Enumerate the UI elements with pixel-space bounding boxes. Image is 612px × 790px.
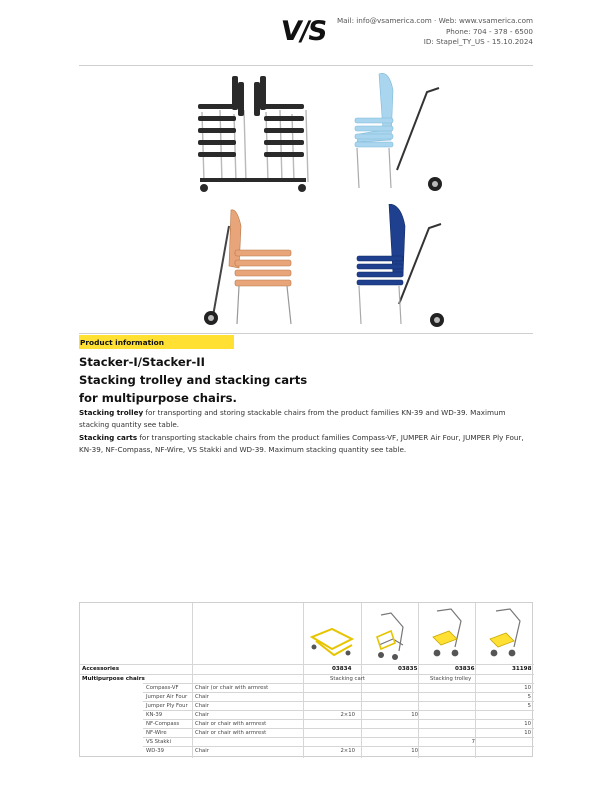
term-stacking-carts: Stacking carts — [79, 432, 138, 442]
trolley-31198-icon — [484, 607, 524, 659]
row-chair-name: KN-39 — [146, 712, 163, 718]
row-stack-quantity-c2: 10 — [411, 712, 418, 718]
type-label-cart: Stacking cart — [330, 676, 365, 682]
product-title — [79, 353, 307, 407]
description-carts — [79, 432, 534, 457]
contact-mail-web: Mail: info@vsamerica.com · Web: www.vsamerica.com — [336, 16, 533, 25]
accessories-label: Accessories — [82, 666, 120, 672]
code-03836: 03836 — [455, 666, 475, 672]
row-chair-description: Chair — [195, 748, 209, 754]
photo-cart-darkblue-chairs — [349, 204, 454, 330]
cart-03834-icon — [308, 625, 356, 659]
title-line-2: Stacking trolley and stacking carts — [79, 373, 308, 387]
document-id: ID: Stapel_TY_US - 15.10.2024 — [423, 37, 533, 46]
cart-03835-icon — [373, 611, 409, 661]
row-chair-name: Compass-VF — [146, 685, 179, 691]
text-stacking-carts: for transporting stackable chairs from the product families Compass-VF, JUMPER Air Four, JUMPER Ply Four, KN-39, NF-Compass, NF-Wire, VS Stakki and WD-39. Maximum stacking quantity see table. — [79, 432, 524, 455]
section-label: Product information — [80, 338, 165, 347]
text-stacking-trolley: for transporting and storing stackable chairs from the product families KN-39 and WD-39. Maximum stacking quantity see table. — [79, 408, 506, 430]
row-chair-name: Jumper Air Four — [146, 694, 188, 700]
type-label-trolley: Stacking trolley — [430, 676, 472, 682]
term-stacking-trolley: Stacking trolley — [79, 408, 144, 417]
contact-phone: Phone: 704 - 378 - 6500 — [445, 26, 533, 36]
product-photos — [79, 70, 533, 332]
row-chair-name: WD-39 — [146, 748, 164, 754]
row-stack-quantity-c3: 7 — [471, 739, 475, 745]
product-description — [79, 407, 534, 457]
photo-cart-wooden-chairs — [199, 206, 314, 332]
row-stack-quantity-c4: 10 — [524, 685, 531, 691]
row-stack-quantity-c1: 2×10 — [340, 712, 355, 718]
description-trolley — [79, 407, 534, 432]
row-chair-name: NF-Compass — [146, 721, 180, 727]
group-label: Multipurpose chairs — [82, 676, 145, 682]
row-chair-description: Chair — [195, 694, 209, 700]
row-chair-name: Jumper Ply Four — [146, 703, 188, 709]
contact-block — [337, 16, 533, 48]
row-stack-quantity-c2: 10 — [411, 748, 418, 754]
section-divider — [79, 333, 533, 334]
row-chair-name: NF-Wire — [146, 730, 167, 736]
photo-stacking-trolley — [194, 70, 319, 196]
row-chair-description: Chair or chair with armrest — [195, 721, 267, 727]
row-chair-name: VS Stakki — [146, 739, 171, 745]
title-line-3: for multipurpose chairs. — [79, 391, 237, 405]
row-stack-quantity-c1: 2×10 — [340, 748, 355, 754]
row-stack-quantity-c4: 5 — [527, 703, 531, 709]
row-chair-description: Chair — [195, 703, 209, 709]
header-divider — [79, 65, 533, 66]
vs-logo: V/S — [278, 16, 328, 47]
title-line-1: Stacker-I/Stacker-II — [79, 355, 205, 369]
trolley-03836-icon — [427, 607, 467, 659]
row-stack-quantity-c4: 10 — [524, 721, 531, 727]
row-chair-description: Chair (or chair with armrest — [195, 685, 269, 691]
row-stack-quantity-c4: 5 — [527, 694, 531, 700]
photo-cart-blue-chairs — [349, 70, 454, 196]
code-03834: 03834 — [332, 666, 352, 672]
section-label-band — [79, 335, 234, 349]
row-chair-description: Chair — [195, 712, 209, 718]
code-31198: 31198 — [512, 666, 532, 672]
compatibility-table — [79, 602, 533, 757]
row-stack-quantity-c4: 10 — [524, 730, 531, 736]
code-03835: 03835 — [398, 666, 418, 672]
row-chair-description: Chair or chair with armrest — [195, 730, 267, 736]
